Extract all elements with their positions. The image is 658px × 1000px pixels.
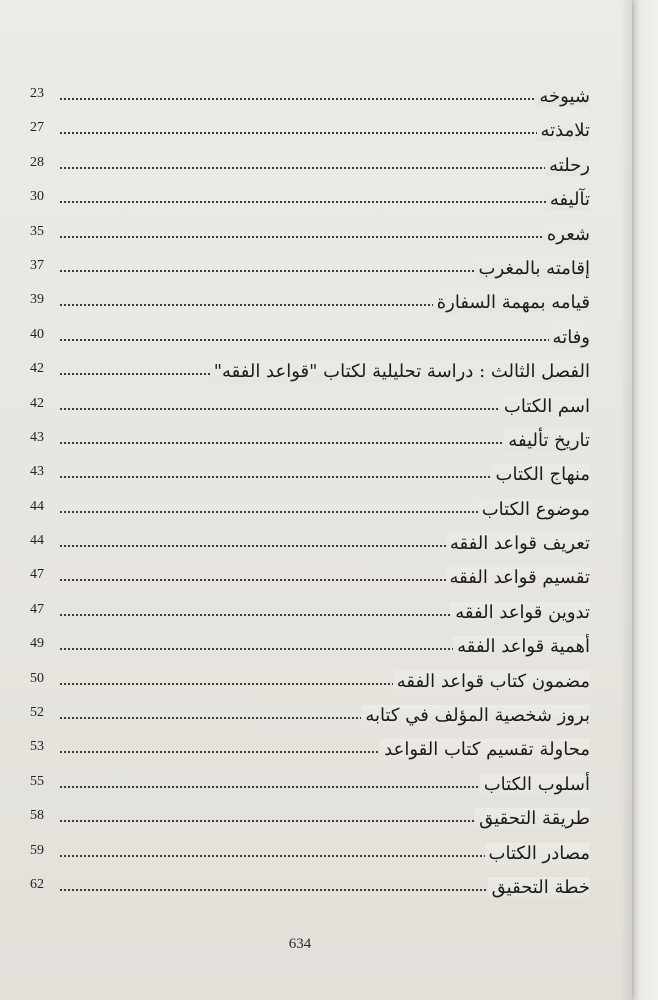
toc-entry-page-number: 42 [30, 361, 44, 377]
toc-entry-page-number: 35 [30, 223, 44, 239]
toc-entry [30, 770, 590, 804]
dot-leader [60, 201, 590, 203]
toc-entry [30, 288, 590, 322]
toc-entry-page-number: 42 [30, 395, 44, 411]
toc-entry-page-number: 39 [30, 292, 44, 308]
toc-entry-title: تقسيم قواعد الفقه [446, 567, 590, 588]
toc-entry [30, 529, 590, 563]
table-of-contents [30, 82, 590, 907]
toc-entry-title: شيوخه [535, 86, 590, 107]
dot-leader [60, 339, 590, 341]
toc-entry [30, 151, 590, 185]
page-number: 634 [288, 936, 312, 952]
toc-entry-page-number: 44 [30, 533, 44, 549]
toc-entry-title: طريقة التحقيق [475, 808, 590, 829]
toc-entry [30, 701, 590, 735]
toc-entry [30, 254, 590, 288]
toc-entry-page-number: 53 [30, 739, 44, 755]
toc-entry-page-number: 37 [30, 257, 44, 273]
toc-entry-page-number: 62 [30, 876, 44, 892]
dot-leader [60, 132, 590, 134]
toc-entry [30, 563, 590, 597]
toc-entry-title: إقامته بالمغرب [475, 258, 590, 279]
toc-entry [30, 735, 590, 769]
toc-entry [30, 460, 590, 494]
toc-entry [30, 804, 590, 838]
toc-entry-page-number: 55 [30, 773, 44, 789]
toc-entry [30, 667, 590, 701]
toc-entry-title: تآليفه [546, 189, 590, 210]
toc-entry-title: شعره [543, 224, 590, 245]
toc-entry-page-number: 30 [30, 189, 44, 205]
toc-entry-title: قيامه بمهمة السفارة [433, 292, 590, 313]
toc-entry [30, 426, 590, 460]
toc-entry-title: رحلته [545, 155, 590, 176]
toc-entry-page-number: 59 [30, 842, 44, 858]
dot-leader [60, 167, 590, 169]
toc-entry-title: منهاج الكتاب [492, 464, 590, 485]
toc-entry-page-number: 47 [30, 567, 44, 583]
toc-entry-page-number: 27 [30, 120, 44, 136]
toc-entry-title: تدوين قواعد الفقه [451, 602, 590, 623]
toc-entry-title: الفصل الثالث : دراسة تحليلية لكتاب "قواعد الفقه" [210, 361, 590, 382]
toc-entry [30, 82, 590, 116]
toc-entry-page-number: 44 [30, 498, 44, 514]
toc-entry [30, 392, 590, 426]
toc-entry [30, 323, 590, 357]
toc-entry-page-number: 43 [30, 429, 44, 445]
toc-entry [30, 185, 590, 219]
toc-entry-page-number: 28 [30, 154, 44, 170]
toc-entry [30, 598, 590, 632]
toc-entry-title: تاريخ تأليفه [504, 430, 590, 451]
toc-entry-title: بروز شخصية المؤلف في كتابه [361, 705, 590, 726]
toc-entry-page-number: 40 [30, 326, 44, 342]
toc-entry-page-number: 23 [30, 86, 44, 101]
toc-entry [30, 357, 590, 391]
toc-entry-title: محاولة تقسيم كتاب القواعد [380, 739, 590, 760]
toc-entry [30, 839, 590, 873]
toc-entry-page-number: 49 [30, 636, 44, 652]
toc-entry-page-number: 47 [30, 601, 44, 617]
dot-leader [60, 236, 590, 238]
toc-entry [30, 220, 590, 254]
toc-entry-title: موضوع الكتاب [478, 499, 590, 520]
toc-entry-page-number: 52 [30, 705, 44, 721]
toc-entry-page-number: 58 [30, 808, 44, 824]
toc-entry-title: خطة التحقيق [488, 877, 590, 898]
page-edge-shadow [620, 0, 632, 1000]
toc-entry-title: وفاته [549, 327, 590, 348]
toc-entry-title: مصادر الكتاب [485, 843, 590, 864]
toc-entry-title: مضمون كتاب قواعد الفقه [393, 671, 590, 692]
toc-entry-page-number: 50 [30, 670, 44, 686]
toc-entry-title: أسلوب الكتاب [480, 774, 590, 795]
toc-entry-title: أهمية قواعد الفقه [453, 636, 590, 657]
toc-entry-title: اسم الكتاب [500, 396, 590, 417]
dot-leader [60, 98, 590, 100]
toc-entry-title: تعريف قواعد الفقه [446, 533, 590, 554]
toc-entry-title: تلامذته [537, 120, 591, 141]
toc-entry-page-number: 43 [30, 464, 44, 480]
toc-entry [30, 632, 590, 666]
toc-entry [30, 116, 590, 150]
toc-entry [30, 495, 590, 529]
toc-entry [30, 873, 590, 907]
